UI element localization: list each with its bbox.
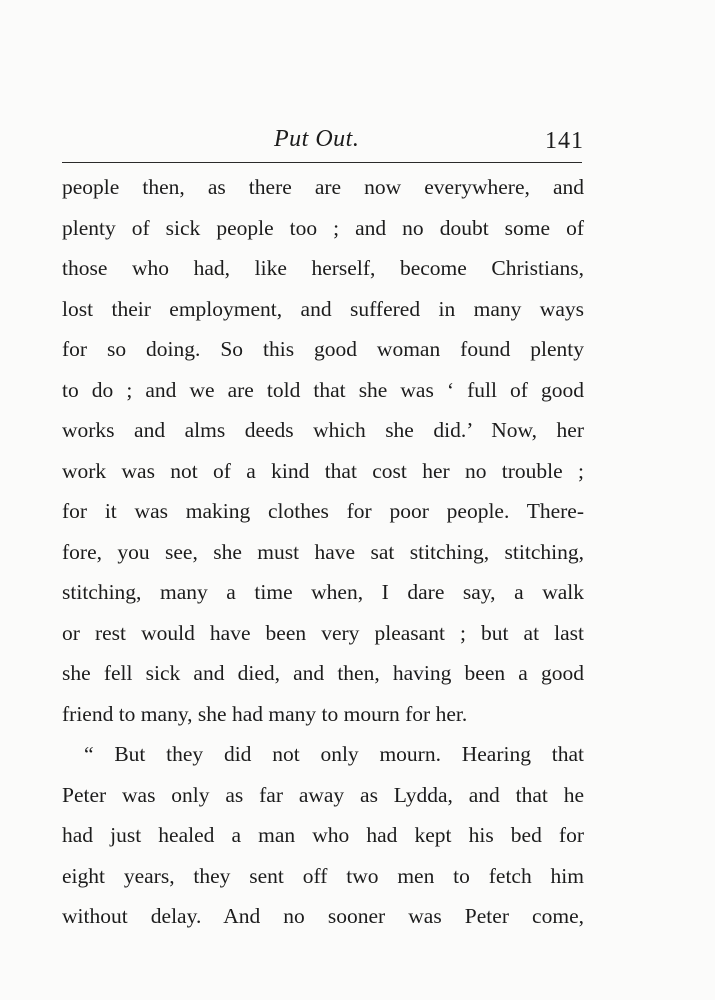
page-number: 141 — [545, 128, 584, 154]
text-line: people then, as there are now everywhere, and — [62, 175, 584, 199]
text-line: lost their employment, and suffered in many ways — [62, 296, 584, 321]
text-line: fore, you see, she must have sat stitching, stitching, — [62, 539, 584, 564]
text-line: eight years, they sent off two men to fetch him — [62, 863, 584, 888]
text-line: for so doing. So this good woman found plenty — [62, 337, 584, 361]
text-line: for it was making clothes for poor people. There- — [62, 499, 584, 523]
text-line: without delay. And no sooner was Peter come, — [62, 904, 584, 928]
header-rule — [62, 162, 582, 163]
body-text — [62, 167, 584, 937]
text-line: work was not of a kind that cost her no trouble ; — [62, 458, 584, 483]
text-line: “ But they did not only mourn. Hearing that — [84, 742, 584, 766]
text-line: those who had, like herself, become Christians, — [62, 256, 584, 280]
text-line: to do ; and we are told that she was ‘ full of good — [62, 377, 584, 402]
text-line: plenty of sick people too ; and no doubt some of — [62, 215, 584, 240]
text-line: or rest would have been very pleasant ; but at last — [62, 620, 584, 645]
text-line: stitching, many a time when, I dare say, a walk — [62, 580, 584, 604]
text-line: friend to many, she had many to mourn for her. — [62, 701, 468, 726]
text-line: Peter was only as far away as Lydda, and that he — [62, 782, 584, 807]
running-head — [62, 122, 582, 158]
text-line: had just healed a man who had kept his bed for — [62, 823, 584, 847]
running-title: Put Out. — [274, 126, 360, 152]
text-line: she fell sick and died, and then, having been a good — [62, 661, 584, 685]
text-line: works and alms deeds which she did.’ Now, her — [62, 418, 584, 442]
